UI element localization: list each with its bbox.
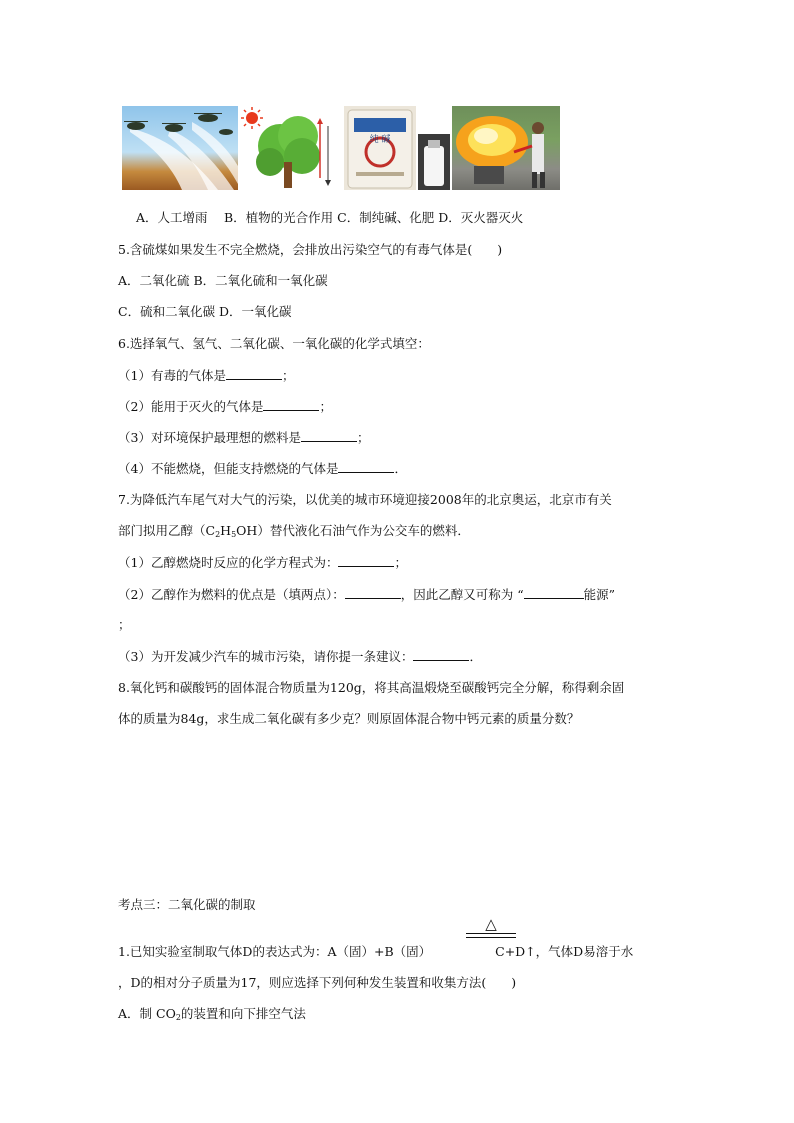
answer-blank[interactable] xyxy=(263,398,319,411)
q6-part-1: （1）有毒的气体是 ； xyxy=(118,368,295,383)
heating-triangle-icon: △ xyxy=(485,915,497,933)
q6-part-2: （2）能用于灭火的气体是 ； xyxy=(118,399,332,414)
q6-stem: 6.选择氧气、氢气、二氧化碳、一氧化碳的化学式填空： xyxy=(118,336,430,351)
q7-part-2: （2）乙醇作为燃料的优点是（填两点）： ，因此乙醇又可称为 “ 能源” xyxy=(118,587,615,602)
answer-blank[interactable] xyxy=(345,586,401,599)
s3q1-stem-line1: 1.已知实验室制取气体D的表达式为：A（固）+B（固） C+D↑，气体D易溶于水 xyxy=(118,944,634,959)
q5-stem: 5.含硫煤如果发生不完全燃烧，会排放出污染空气的有毒气体是( ) xyxy=(118,242,503,257)
q8-line1: 8.氧化钙和碳酸钙的固体混合物质量为120g，将其高温煅烧至碳酸钙完全分解，称得剩余固 xyxy=(118,680,625,695)
answer-blank[interactable] xyxy=(338,554,394,567)
q6-part-3: （3）对环境保护最理想的燃料是 ； xyxy=(118,430,370,445)
svg-text:纯 碱: 纯 碱 xyxy=(369,135,391,145)
q7-part-1: （1）乙醇燃烧时反应的化学方程式为： ； xyxy=(118,555,407,570)
s3q1-option-a: A．制 $CO_2$的装置和向下排空气法 xyxy=(118,1006,306,1022)
section-title: 考点三：二氧化碳的制取 xyxy=(118,897,256,912)
q7-stem-line2: 部门拟用乙醇$(C_2H_5OH)$替代液化石油气作为公交车的燃料． xyxy=(118,523,470,539)
s3q1-stem-line2: ，D的相对分子质量为17，则应选择下列何种发生装置和收集方法( ) xyxy=(118,975,517,990)
fire-extinguisher-image xyxy=(418,134,450,190)
helicopter-spraying-image xyxy=(122,106,238,190)
answer-blank[interactable] xyxy=(524,586,584,599)
q5-options-ab: A．二氧化硫 B．二氧化硫和一氧化碳 xyxy=(118,273,328,288)
firefighting-image xyxy=(452,106,560,190)
q7-stem-line1: 7.为降低汽车尾气对大气的污染，以优美的城市环境迎接2008年的北京奥运，北京市有关 xyxy=(118,492,612,507)
answer-blank[interactable] xyxy=(338,460,394,473)
q7-part-3: （3）为开发减少汽车的城市污染，请你提一条建议： ． xyxy=(118,649,482,664)
image-caption: A．人工增雨 B．植物的光合作用 C．制纯碱、化肥 D．灭火器灭火 xyxy=(136,210,524,225)
q7-part-2-end: ； xyxy=(118,617,131,632)
answer-blank[interactable] xyxy=(413,648,469,661)
soda-ash-bag-image xyxy=(344,106,416,190)
q8-line2: 体的质量为84g，求生成二氧化碳有多少克？则原固体混合物中钙元素的质量分数？ xyxy=(118,711,580,726)
reaction-equals-sign xyxy=(466,933,516,938)
q5-options-cd: C．硫和二氧化碳 D．一氧化碳 xyxy=(118,304,292,319)
heating-condition xyxy=(466,916,516,938)
answer-blank[interactable] xyxy=(226,367,282,380)
q6-part-4: （4）不能燃烧，但能支持燃烧的气体是 ． xyxy=(118,461,407,476)
photosynthesis-tree-image xyxy=(240,106,340,190)
answer-blank[interactable] xyxy=(301,429,357,442)
